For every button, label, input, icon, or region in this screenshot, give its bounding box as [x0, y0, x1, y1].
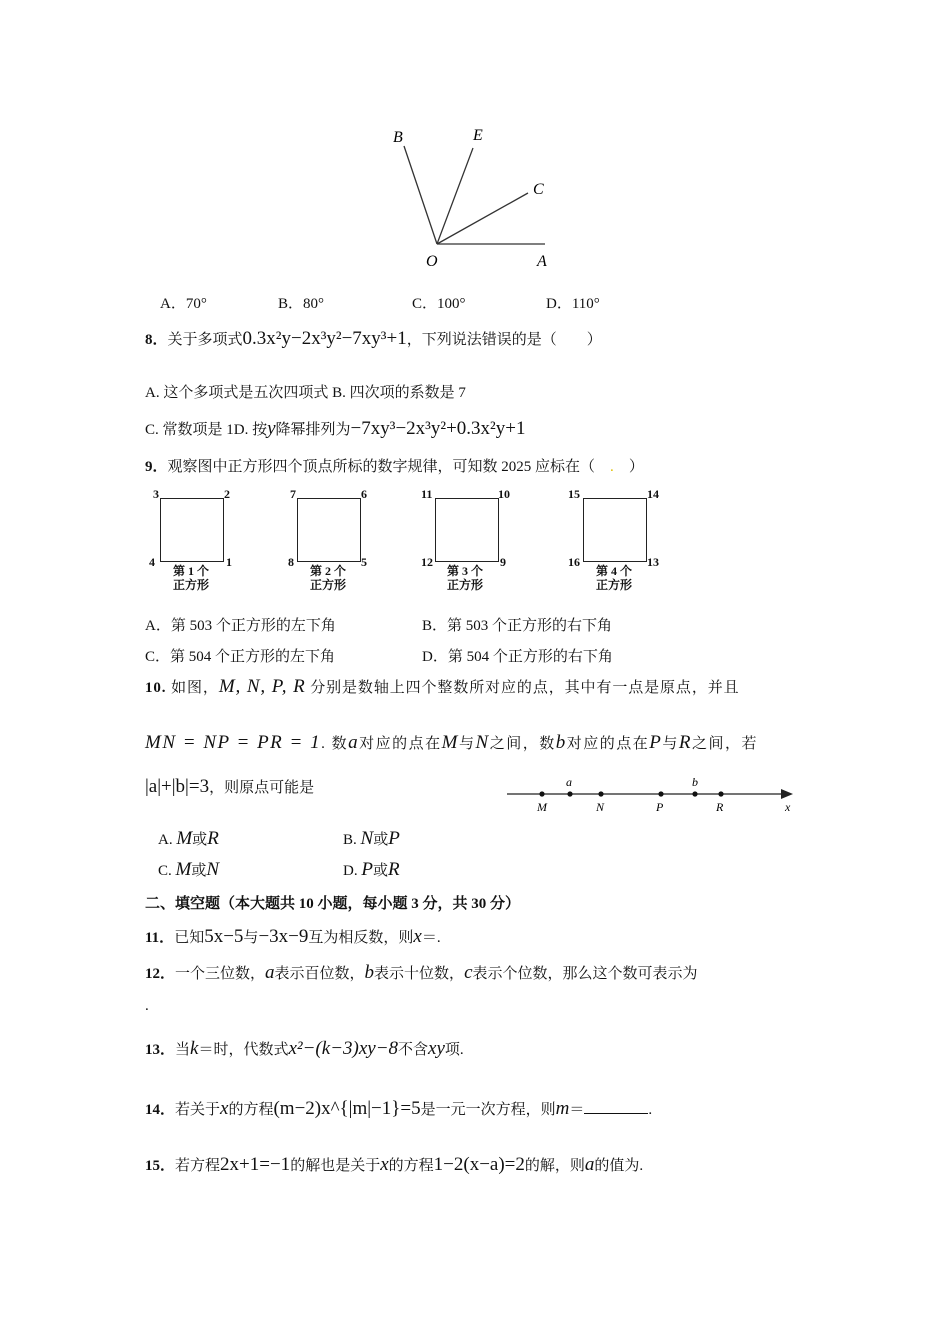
ray-OE — [437, 148, 473, 244]
ray-OB — [404, 146, 437, 244]
q10-option-a: A. M或R — [158, 828, 219, 849]
q12-line2: . — [145, 998, 149, 1014]
q11: 11．已知5x−5与−3x−9互为相反数，则x＝. — [145, 926, 441, 947]
q10-line1: 10. 如图，M, N, P, R 分别是数轴上四个整数所对应的点，其中有一点是原点，并且 — [145, 676, 740, 697]
point-b — [692, 791, 697, 796]
point-R — [718, 791, 723, 796]
q12: 12．一个三位数，a表示百位数，b表示十位数，c表示个位数，那么这个数可表示为 — [145, 962, 698, 983]
section2-title: 二、填空题（本大题共 10 小题，每小题 3 分，共 30 分） — [145, 896, 521, 912]
q9-option-a: A．第 503 个正方形的左下角 — [145, 618, 336, 634]
q10-option-c: C. M或N — [158, 859, 220, 880]
q14: 14．若关于x的方程(m−2)x^{|m|−1}=5是一元一次方程，则m＝ . — [145, 1098, 653, 1119]
square-figure-4: 15 14 16 13 第 4 个 正方形 — [568, 487, 659, 592]
label-R: R — [716, 800, 724, 814]
square-4 — [583, 498, 647, 562]
square-figure-3: 11 10 12 9 第 3 个 正方形 — [421, 487, 510, 592]
q7-option-a: A．70° — [160, 296, 207, 312]
square-2 — [297, 498, 361, 562]
number-line — [505, 772, 800, 816]
label-C: C — [533, 181, 544, 198]
q13: 13．当k＝时，代数式x²−(k−3)xy−8不含xy项. — [145, 1038, 464, 1059]
q10-option-d: D. P或R — [343, 859, 400, 880]
q7-option-c: C．100° — [412, 296, 466, 312]
q8-polynomial: 0.3x²y−2x³y²−7xy³+1 — [242, 328, 407, 349]
q10-line3: |a|+|b|=3，则原点可能是 — [145, 776, 315, 797]
axis-arrow — [781, 789, 793, 799]
label-B: B — [393, 129, 403, 146]
label-N: N — [596, 800, 605, 814]
point-P — [658, 791, 663, 796]
q7-option-b: B．80° — [278, 296, 325, 312]
angle-figure — [380, 118, 570, 273]
label-O: O — [426, 253, 438, 270]
square-1 — [160, 498, 224, 562]
label-a: a — [566, 775, 572, 789]
label-E: E — [473, 127, 483, 144]
q9-option-b: B．第 503 个正方形的右下角 — [422, 618, 613, 634]
label-x: x — [785, 800, 791, 814]
q7-option-d: D．110° — [546, 296, 600, 312]
q10-line2: MN = NP = PR = 1. 数a对应的点在M与N之间，数b对应的点在P与R之间，若 — [145, 732, 758, 753]
q14-equation: (m−2)x^{|m|−1}=5 — [273, 1098, 421, 1119]
q9-option-c: C．第 504 个正方形的左下角 — [145, 649, 336, 665]
square-figure-2: 7 6 8 5 第 2 个 正方形 — [288, 487, 367, 592]
q8-stem: 8．关于多项式0.3x²y−2x³y²−7xy³+1，下列说法错误的是（ ） — [145, 328, 602, 349]
q8-option-cd: C. 常数项是 1D. 按y降幂排列为−7xy³−2x³y²+0.3x²y+1 — [145, 418, 526, 439]
label-M: M — [537, 800, 547, 814]
square-3 — [435, 498, 499, 562]
label-P: P — [656, 800, 664, 814]
point-N — [598, 791, 603, 796]
point-M — [539, 791, 544, 796]
q9-option-d: D．第 504 个正方形的右下角 — [422, 649, 613, 665]
q9-stem: 9．观察图中正方形四个顶点所标的数字规律，可知数 2025 应标在（ . ） — [145, 459, 644, 475]
square-figure-1: 3 2 4 1 第 1 个 正方形 — [149, 487, 232, 592]
q10-option-b: B. N或P — [343, 828, 400, 849]
label-A: A — [537, 253, 547, 270]
label-b: b — [692, 775, 698, 789]
ray-OC — [437, 193, 528, 244]
q8-option-ab: A. 这个多项式是五次四项式 B. 四次项的系数是 7 — [145, 385, 466, 401]
q15: 15．若方程2x+1=−1的解也是关于x的方程1−2(x−a)=2的解，则a的值为. — [145, 1154, 644, 1175]
point-a — [567, 791, 572, 796]
q14-answer-blank — [584, 1099, 648, 1114]
